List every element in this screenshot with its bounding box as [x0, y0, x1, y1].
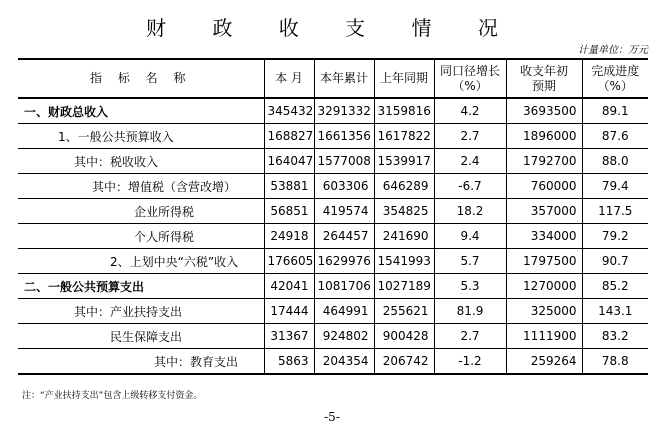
header-growth-line2: （%）: [452, 78, 488, 93]
row-name: 其中：税收收入: [18, 149, 264, 174]
cell-forecast: 357000: [506, 199, 582, 224]
header-ytd: 本年累计: [314, 59, 374, 98]
cell-month: 24918: [264, 224, 314, 249]
row-name: 民生保障支出: [18, 324, 264, 349]
cell-ytd: 924802: [314, 324, 374, 349]
header-forecast-line2: 预期: [531, 78, 556, 93]
cell-last-year: 241690: [374, 224, 434, 249]
table-row: [18, 349, 648, 375]
table-row: [18, 324, 648, 349]
cell-forecast: 1792700: [506, 149, 582, 174]
cell-progress: 90.7: [582, 249, 648, 274]
header-growth: [434, 59, 506, 98]
cell-growth: 5.7: [434, 249, 506, 274]
cell-forecast: 1111900: [506, 324, 582, 349]
cell-month: 345432: [264, 98, 314, 124]
unit-label: 计量单位：万元: [578, 45, 648, 56]
cell-month: 42041: [264, 274, 314, 299]
cell-month: 56851: [264, 199, 314, 224]
page-title: 财 政 收 支 情 况: [146, 16, 518, 40]
cell-ytd: 1661356: [314, 124, 374, 149]
cell-forecast: 325000: [506, 299, 582, 324]
cell-last-year: 206742: [374, 349, 434, 375]
table-row: [18, 124, 648, 149]
cell-month: 31367: [264, 324, 314, 349]
cell-growth: 4.2: [434, 98, 506, 124]
cell-forecast: 3693500: [506, 98, 582, 124]
cell-month: 17444: [264, 299, 314, 324]
table-row: [18, 149, 648, 174]
cell-ytd: 419574: [314, 199, 374, 224]
table-row: [18, 199, 648, 224]
cell-growth: 2.7: [434, 124, 506, 149]
cell-progress: 88.0: [582, 149, 648, 174]
table-row: [18, 274, 648, 299]
cell-last-year: 1539917: [374, 149, 434, 174]
cell-month: 168827: [264, 124, 314, 149]
row-name: 一、财政总收入: [18, 98, 264, 124]
cell-growth: -1.2: [434, 349, 506, 375]
header-month: 本 月: [264, 59, 314, 98]
cell-ytd: 1577008: [314, 149, 374, 174]
header-progress: [582, 59, 648, 98]
header-last-year: 上年同期: [374, 59, 434, 98]
cell-month: 53881: [264, 174, 314, 199]
cell-forecast: 1797500: [506, 249, 582, 274]
table-row: [18, 224, 648, 249]
cell-last-year: 1617822: [374, 124, 434, 149]
header-progress-line2: （%）: [597, 78, 633, 93]
cell-ytd: 3291332: [314, 98, 374, 124]
cell-progress: 79.4: [582, 174, 648, 199]
cell-last-year: 646289: [374, 174, 434, 199]
cell-last-year: 3159816: [374, 98, 434, 124]
cell-growth: 2.4: [434, 149, 506, 174]
cell-ytd: 1081706: [314, 274, 374, 299]
page-number: -5-: [324, 410, 340, 424]
row-name: 其中：增值税（含营改增）: [18, 174, 264, 199]
table-row: [18, 249, 648, 274]
table-row: [18, 299, 648, 324]
table-row: [18, 98, 648, 124]
cell-ytd: 204354: [314, 349, 374, 375]
cell-forecast: 1270000: [506, 274, 582, 299]
cell-progress: 83.2: [582, 324, 648, 349]
cell-growth: 9.4: [434, 224, 506, 249]
cell-growth: 5.3: [434, 274, 506, 299]
cell-ytd: 464991: [314, 299, 374, 324]
cell-progress: 79.2: [582, 224, 648, 249]
row-name: 其中：产业扶持支出: [18, 299, 264, 324]
row-name: 其中：教育支出: [18, 349, 264, 375]
finance-table: [18, 58, 648, 375]
cell-forecast: 259264: [506, 349, 582, 375]
cell-month: 176605: [264, 249, 314, 274]
header-growth-line1: 同口径增长: [439, 63, 500, 78]
table-body: [18, 98, 648, 374]
cell-growth: -6.7: [434, 174, 506, 199]
row-name: 二、一般公共预算支出: [18, 274, 264, 299]
cell-ytd: 264457: [314, 224, 374, 249]
cell-ytd: 603306: [314, 174, 374, 199]
cell-growth: 18.2: [434, 199, 506, 224]
cell-forecast: 760000: [506, 174, 582, 199]
table-row: [18, 174, 648, 199]
cell-growth: 81.9: [434, 299, 506, 324]
row-name: 2、上划中央“六税”收入: [18, 249, 264, 274]
footnote: 注：“产业扶持支出”包含上级转移支付资金。: [22, 391, 203, 401]
cell-last-year: 1541993: [374, 249, 434, 274]
cell-last-year: 900428: [374, 324, 434, 349]
cell-last-year: 1027189: [374, 274, 434, 299]
cell-progress: 117.5: [582, 199, 648, 224]
cell-ytd: 1629976: [314, 249, 374, 274]
cell-progress: 87.6: [582, 124, 648, 149]
cell-forecast: 334000: [506, 224, 582, 249]
cell-last-year: 354825: [374, 199, 434, 224]
cell-last-year: 255621: [374, 299, 434, 324]
row-name: 个人所得税: [18, 224, 264, 249]
cell-progress: 78.8: [582, 349, 648, 375]
header-forecast: [506, 59, 582, 98]
header-name: 指 标 名 称: [18, 59, 264, 98]
cell-progress: 85.2: [582, 274, 648, 299]
cell-month: 164047: [264, 149, 314, 174]
cell-forecast: 1896000: [506, 124, 582, 149]
cell-progress: 89.1: [582, 98, 648, 124]
row-name: 1、一般公共预算收入: [18, 124, 264, 149]
table-header-row: [18, 59, 648, 98]
header-forecast-line1: 收支年初: [519, 63, 568, 78]
header-progress-line1: 完成进度: [591, 63, 640, 78]
row-name: 企业所得税: [18, 199, 264, 224]
cell-progress: 143.1: [582, 299, 648, 324]
cell-growth: 2.7: [434, 324, 506, 349]
cell-month: 5863: [264, 349, 314, 375]
